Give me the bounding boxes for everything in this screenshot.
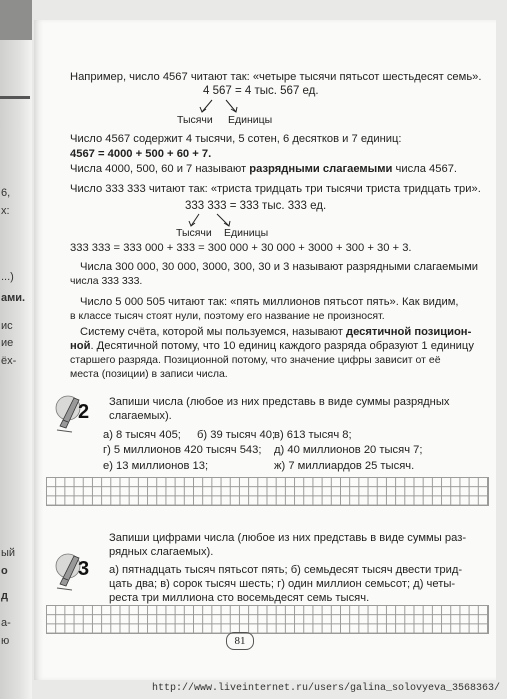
intro-line-10: ной. Десятичной потому, что 10 единиц каждого разряда образуют 1 единицу	[70, 340, 474, 352]
equation-4567: 4 567 = 4 тыс. 567 ед.	[203, 85, 319, 97]
intro-line-8b: в классе тысяч стоят нули, поэтому его название не произносят.	[70, 310, 385, 322]
margin-fragment: ...)	[1, 271, 14, 283]
source-url-watermark: http://www.liveinternet.ru/users/galina_solovyeva_3568363/	[151, 683, 500, 694]
margin-fragment: ю	[1, 635, 10, 647]
task-2-item-zh: ж) 7 миллиардов 25 тысяч.	[274, 460, 415, 472]
task-3-title-2: рядных слагаемых).	[109, 546, 214, 558]
task-3-body-2: цать два; в) сорок тысяч шесть; г) один миллион семьсот; д) четы-	[109, 578, 456, 590]
task-2-answer-grid[interactable]	[46, 477, 489, 506]
task-2-item-b: б) 39 тысяч 40;	[197, 429, 276, 441]
margin-fragment: ый	[1, 547, 16, 559]
task-2-title-2: слагаемых).	[109, 410, 172, 422]
label-units: Единицы	[228, 114, 273, 126]
previous-page-header-bar	[0, 0, 32, 40]
margin-fragment: x:	[1, 205, 10, 217]
margin-fragment: ис	[1, 320, 13, 332]
task-3-title-1: Запиши цифрами числа (любое из них представь в виде суммы раз-	[109, 532, 467, 544]
intro-line-1: Например, число 4567 читают так: «четыре тысячи пятьсот шестьдесят семь».	[70, 71, 482, 83]
textbook-page	[34, 20, 496, 680]
task-3-body-1: а) пятнадцать тысяч пятьсот пять; б) семьдесят тысяч двести трид-	[109, 564, 463, 576]
label-thousands: Тысячи	[177, 114, 213, 126]
task-2-title-1: Запиши числа (любое из них представь в виде суммы разрядных	[109, 396, 450, 408]
task-2-item-d: д) 40 миллионов 20 тысяч 7;	[274, 444, 423, 456]
intro-line-7b: числа 333 333.	[70, 275, 143, 287]
intro-line-7a: Числа 300 000, 30 000, 3000, 300, 30 и 3 называют разрядными слагаемыми	[80, 261, 479, 273]
intro-line-9: Систему счёта, которой мы пользуемся, называют десятичной позицион-	[80, 326, 472, 338]
margin-fragment: ами.	[1, 292, 26, 304]
intro-line-3: 4567 = 4000 + 500 + 60 + 7.	[70, 148, 212, 160]
margin-fragment: ёх-	[1, 355, 17, 367]
task-2-number: 2	[78, 401, 90, 423]
previous-page-edge	[0, 0, 32, 699]
page-number: 81	[226, 632, 254, 650]
task-3-number: 3	[78, 558, 90, 580]
task-3-answer-grid[interactable]	[46, 605, 489, 634]
intro-line-6: 333 333 = 333 000 + 333 = 300 000 + 30 000 + 3000 + 300 + 30 + 3.	[70, 242, 412, 254]
task-3-body-3: реста три миллиона сто восемьдесят семь тысяч.	[109, 592, 370, 604]
margin-fragment: д	[1, 590, 8, 602]
task-2-item-a: а) 8 тысяч 405;	[103, 429, 181, 441]
margin-fragment: 6,	[1, 187, 11, 199]
previous-page-rule	[0, 96, 30, 99]
margin-fragment: ие	[1, 337, 14, 349]
margin-fragment: а-	[1, 617, 11, 629]
intro-line-2: Число 4567 содержит 4 тысячи, 5 сотен, 6 десятков и 7 единиц:	[70, 133, 402, 145]
label-thousands-2: Тысячи	[176, 227, 212, 239]
label-units-2: Единицы	[224, 227, 269, 239]
intro-line-11: старшего разряда. Позиционной потому, что значение цифры зависит от её	[70, 354, 441, 366]
intro-line-4: Числа 4000, 500, 60 и 7 называют разрядными слагаемыми числа 4567.	[70, 163, 458, 175]
task-2-item-g: г) 5 миллионов 420 тысяч 543;	[103, 444, 262, 456]
margin-fragment: о	[1, 565, 8, 577]
intro-line-8a: Число 5 000 505 читают так: «пять миллионов пятьсот пять». Как видим,	[80, 296, 459, 308]
equation-333333: 333 333 = 333 тыс. 333 ед.	[185, 200, 327, 212]
task-2-item-v: в) 613 тысяч 8;	[274, 429, 352, 441]
task-2-pencil-badge-icon	[54, 392, 96, 434]
intro-line-12: места (позиции) в записи числа.	[70, 368, 228, 380]
task-3-pencil-badge-icon	[54, 550, 96, 592]
intro-line-5: Число 333 333 читают так: «триста тридцать три тысячи триста тридцать три».	[70, 183, 481, 195]
task-2-item-e: е) 13 миллионов 13;	[103, 460, 209, 472]
